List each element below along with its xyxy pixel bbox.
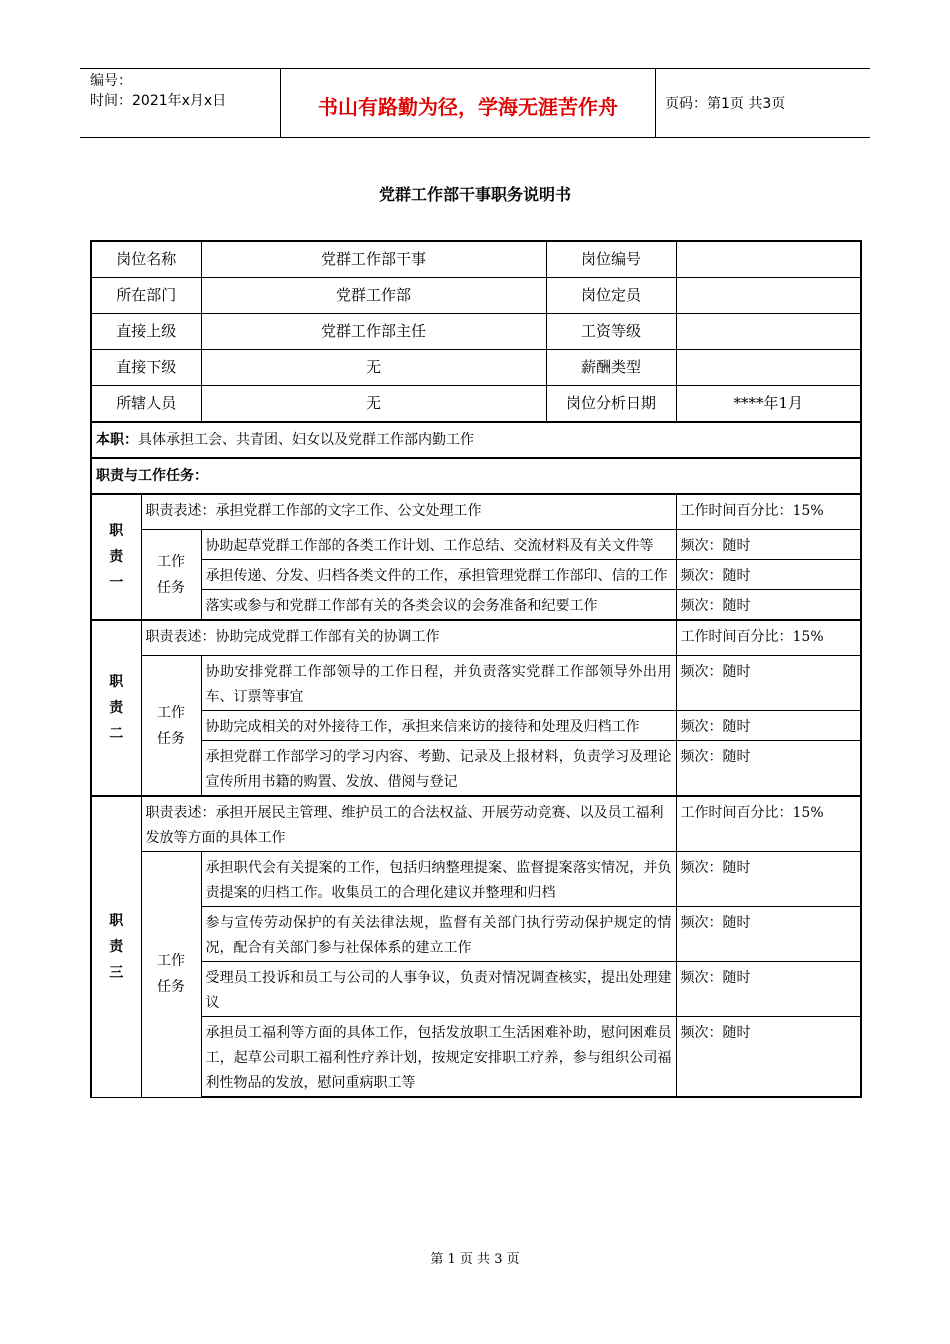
task-row: [91, 590, 861, 621]
duty-time-percent: 工作时间百分比：15%: [676, 796, 861, 852]
field-label: 直接下级: [91, 350, 201, 386]
task-row: [91, 656, 861, 711]
task-frequency: 频次：随时: [676, 530, 861, 560]
doc-number-label: 编号：: [90, 73, 132, 89]
task-description: 承担党群工作部学习的学习内容、考勤、记录及上报材料，负责学习及理论宣传所用书籍的购置、发放、借阅与登记: [201, 741, 676, 797]
duty-statement: 职责表述：承担开展民主管理、维护员工的合法权益、开展劳动竞赛、以及员工福利发放等方面的具体工作: [141, 796, 676, 852]
duty-statement-row: [91, 796, 861, 852]
field-value: [676, 314, 861, 350]
field-label: 岗位编号: [546, 241, 676, 278]
core-duty-text: 具体承担工会、共青团、妇女以及党群工作部内勤工作: [138, 431, 474, 448]
duty-time-percent: 工作时间百分比：15%: [676, 494, 861, 530]
duty-time-percent: 工作时间百分比：15%: [676, 620, 861, 656]
duty-label-text: 职责二: [109, 674, 124, 742]
duty-statement-row: [91, 494, 861, 530]
task-row: [91, 962, 861, 1017]
field-value: [676, 350, 861, 386]
task-group-label-text: 工作任务: [157, 704, 185, 747]
doc-time-label: 时间：2021年x月x日: [90, 93, 227, 109]
basic-info-row: [91, 386, 861, 423]
field-value: 无: [201, 386, 546, 423]
task-frequency: 频次：随时: [676, 560, 861, 590]
field-value: ****年1月: [676, 386, 861, 423]
task-group-label: [141, 530, 201, 621]
duty-label: [91, 620, 141, 796]
task-row: [91, 741, 861, 797]
basic-info-row: [91, 314, 861, 350]
task-description: 承担员工福利等方面的具体工作，包括发放职工生活困难补助，慰问困难员工，起草公司职工福利性疗养计划，按规定安排职工疗养，参与组织公司福利性物品的发放，慰问重病职工等: [201, 1017, 676, 1098]
task-frequency: 频次：随时: [676, 711, 861, 741]
duties-header-row: [91, 458, 861, 494]
task-description: 受理员工投诉和员工与公司的人事争议，负责对情况调查核实，提出处理建议: [201, 962, 676, 1017]
duty-statement: 职责表述：协助完成党群工作部有关的协调工作: [141, 620, 676, 656]
task-description: 协助安排党群工作部领导的工作日程，并负责落实党群工作部领导外出用车、订票等事宜: [201, 656, 676, 711]
basic-info-row: [91, 278, 861, 314]
duty-label-text: 职责三: [109, 912, 124, 981]
header-meta: [90, 71, 226, 111]
task-frequency: 频次：随时: [676, 907, 861, 962]
task-description: 协助完成相关的对外接待工作，承担来信来访的接待和处理及归档工作: [201, 711, 676, 741]
job-description-table: [90, 240, 862, 1098]
field-label: 直接上级: [91, 314, 201, 350]
task-frequency: 频次：随时: [676, 1017, 861, 1098]
core-duty-label: 本职：: [96, 431, 138, 448]
field-value: [676, 278, 861, 314]
field-label: 工资等级: [546, 314, 676, 350]
field-label: 所在部门: [91, 278, 201, 314]
field-value: 无: [201, 350, 546, 386]
task-frequency: 频次：随时: [676, 852, 861, 907]
task-description: 落实或参与和党群工作部有关的各类会议的会务准备和纪要工作: [201, 590, 676, 621]
basic-info-row: [91, 241, 861, 278]
duty-label: [91, 796, 141, 1097]
task-group-label-text: 工作任务: [157, 953, 185, 996]
field-value: [676, 241, 861, 278]
task-frequency: 频次：随时: [676, 962, 861, 1017]
page-footer: 第 1 页 共 3 页: [430, 1252, 520, 1267]
task-description: 参与宣传劳动保护的有关法律法规，监督有关部门执行劳动保护规定的情况，配合有关部门参与社保体系的建立工作: [201, 907, 676, 962]
task-description: 承担传递、分发、归档各类文件的工作，承担管理党群工作部印、信的工作: [201, 560, 676, 590]
task-row: [91, 560, 861, 590]
duty-label-text: 职责一: [109, 523, 124, 591]
task-group-label-text: 工作任务: [157, 553, 185, 596]
field-label: 岗位名称: [91, 241, 201, 278]
duty-statement-row: [91, 620, 861, 656]
basic-info-row: [91, 350, 861, 386]
task-group-label: [141, 656, 201, 797]
task-row: [91, 1017, 861, 1098]
task-row: [91, 852, 861, 907]
task-row: [91, 907, 861, 962]
field-value: 党群工作部: [201, 278, 546, 314]
field-label: 薪酬类型: [546, 350, 676, 386]
duty-statement: 职责表述：承担党群工作部的文字工作、公文处理工作: [141, 494, 676, 530]
task-frequency: 频次：随时: [676, 741, 861, 797]
field-label: 岗位定员: [546, 278, 676, 314]
motto-text: 书山有路勤为径，学海无涯苦作舟: [318, 95, 618, 119]
field-value: 党群工作部主任: [201, 314, 546, 350]
page-indicator: 页码：第1页 共3页: [665, 96, 786, 112]
document-title: 党群工作部干事职务说明书: [378, 185, 571, 204]
task-frequency: 频次：随时: [676, 590, 861, 621]
field-label: 所辖人员: [91, 386, 201, 423]
field-label: 岗位分析日期: [546, 386, 676, 423]
core-duty-cell: [91, 422, 861, 458]
field-value: 党群工作部干事: [201, 241, 546, 278]
task-row: [91, 711, 861, 741]
task-description: 协助起草党群工作部的各类工作计划、工作总结、交流材料及有关文件等: [201, 530, 676, 560]
task-row: [91, 530, 861, 560]
task-description: 承担职代会有关提案的工作，包括归纳整理提案、监督提案落实情况，并负责提案的归档工作。收集员工的合理化建议并整理和归档: [201, 852, 676, 907]
core-duty-row: [91, 422, 861, 458]
task-frequency: 频次：随时: [676, 656, 861, 711]
duties-header: 职责与工作任务：: [91, 458, 861, 494]
page-header: [80, 68, 870, 138]
duty-label: [91, 494, 141, 620]
motto-box: [280, 69, 656, 137]
task-group-label: [141, 852, 201, 1098]
